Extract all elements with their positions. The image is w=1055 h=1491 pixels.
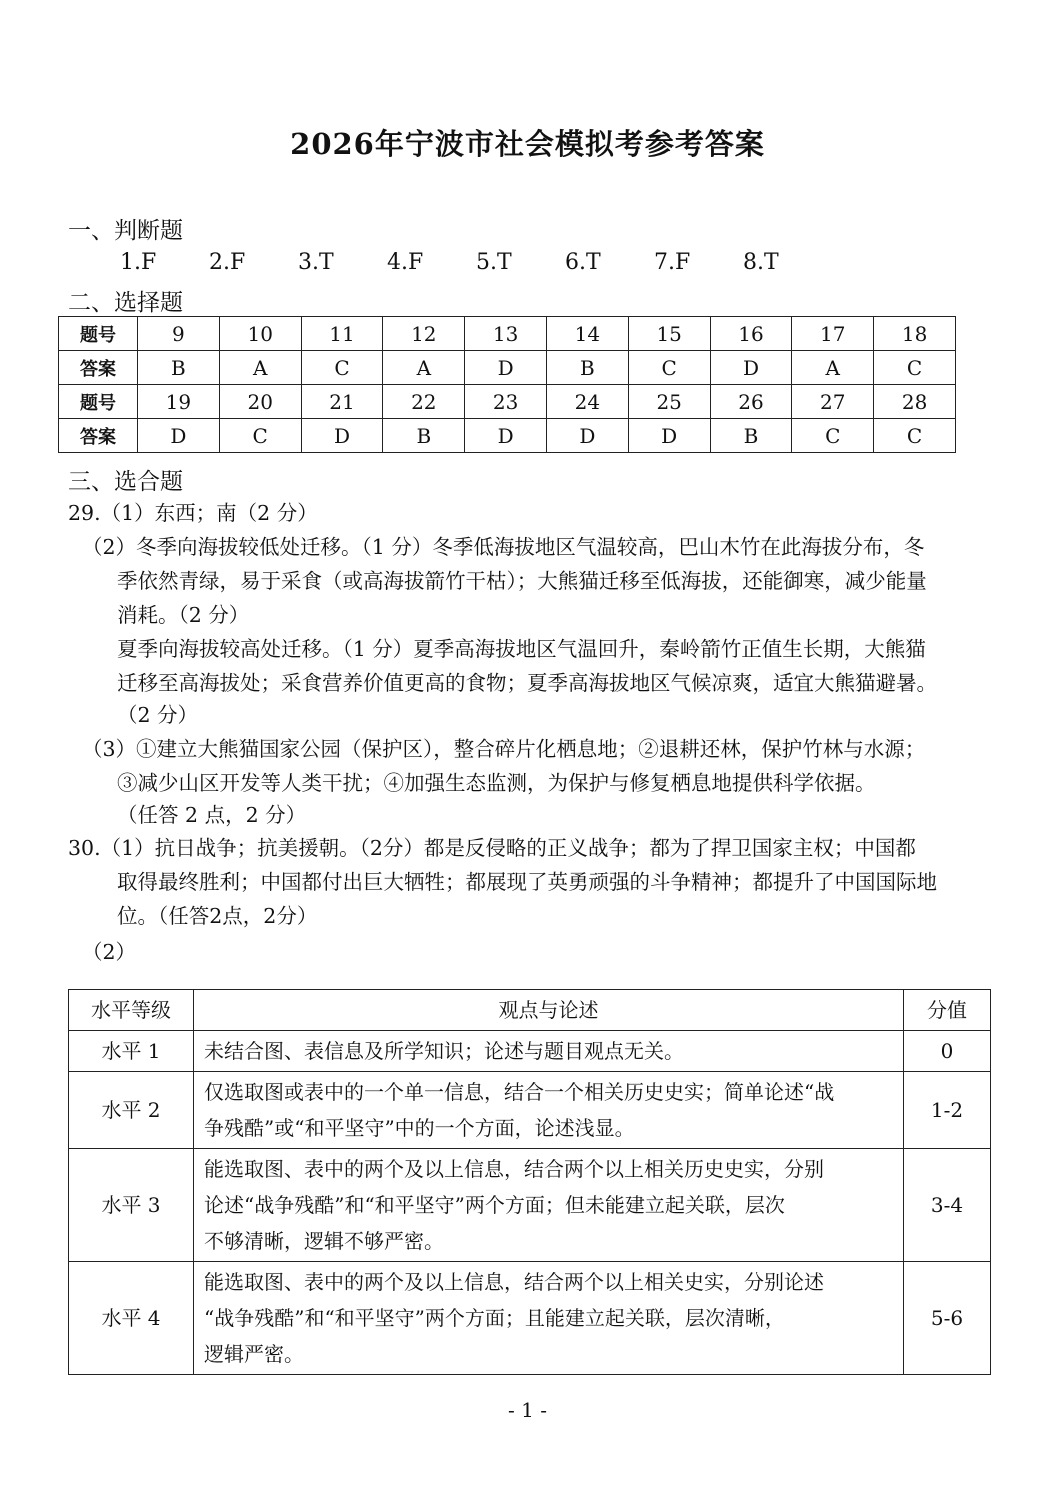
table-row xyxy=(59,419,956,453)
tf-answer: 6.T xyxy=(565,250,601,275)
row-label: 题号 xyxy=(59,317,138,351)
q29-part2-line: 夏季向海拔较高处迁移。（1 分）夏季高海拔地区气温回升，秦岭箭竹正值生长期，大熊猫 xyxy=(117,637,926,661)
q29-part2-line: （2）冬季向海拔较低处迁移。（1 分）冬季低海拔地区气温较高，巴山木竹在此海拔分布，冬 xyxy=(82,535,925,559)
table-row xyxy=(69,1149,991,1262)
description-line: “战争残酷”和“和平坚守”两个方面；且能建立起关联，层次清晰， xyxy=(204,1306,785,1330)
question-number: 13 xyxy=(465,317,547,351)
q29-part3-line: （任答 2 点，2 分） xyxy=(117,803,307,827)
question-number: 19 xyxy=(138,385,220,419)
table-row xyxy=(59,351,956,385)
description-line: 逻辑严密。 xyxy=(204,1342,304,1366)
score-cell: 0 xyxy=(904,1031,991,1072)
q30-part1-line: 取得最终胜利；中国都付出巨大牺牲；都展现了英勇顽强的斗争精神；都提升了中国国际地 xyxy=(117,870,937,894)
scoring-levels-table xyxy=(68,989,991,1375)
section2-heading: 二、选择题 xyxy=(68,290,183,316)
score-cell: 5-6 xyxy=(904,1262,991,1375)
q29-part2-line: 迁移至高海拔处；采食营养价值更高的食物；夏季高海拔地区气候凉爽，适宜大熊猫避暑。 xyxy=(117,671,937,695)
description-line: 仅选取图或表中的一个单一信息，结合一个相关历史史实；简单论述“战 xyxy=(204,1080,835,1104)
table-header-row xyxy=(69,990,991,1031)
answer-cell: C xyxy=(219,419,301,453)
q30-part1-line: 位。（任答2点，2分） xyxy=(117,904,318,928)
question-number: 21 xyxy=(301,385,383,419)
page-title: 2026年宁波市社会模拟考参考答案 xyxy=(290,127,765,161)
answer-cell: D xyxy=(138,419,220,453)
description-cell xyxy=(194,1149,904,1262)
level-cell: 水平 1 xyxy=(69,1031,194,1072)
level-cell: 水平 4 xyxy=(69,1262,194,1375)
answer-cell: B xyxy=(383,419,465,453)
answer-cell: C xyxy=(792,419,874,453)
row-label: 题号 xyxy=(59,385,138,419)
answer-cell: C xyxy=(874,351,956,385)
level-cell: 水平 3 xyxy=(69,1149,194,1262)
answer-cell: A xyxy=(792,351,874,385)
tf-answer: 1.F xyxy=(120,250,157,275)
answer-cell: C xyxy=(628,351,710,385)
answer-cell: B xyxy=(546,351,628,385)
score-cell: 1-2 xyxy=(904,1072,991,1149)
column-header: 分值 xyxy=(904,990,991,1031)
q29-part2-line: 季依然青绿，易于采食（或高海拔箭竹干枯）；大熊猫迁移至低海拔，还能御寒，减少能量 xyxy=(117,569,927,593)
answer-cell: B xyxy=(138,351,220,385)
q30-part2-label: （2） xyxy=(82,940,137,964)
answer-cell: A xyxy=(219,351,301,385)
tf-answer: 4.F xyxy=(387,250,424,275)
description-line: 论述“战争残酷”和“和平坚守”两个方面；但未能建立起关联，层次 xyxy=(204,1193,785,1217)
tf-answer: 7.F xyxy=(654,250,691,275)
question-number: 25 xyxy=(628,385,710,419)
question-number: 24 xyxy=(546,385,628,419)
answer-cell: C xyxy=(874,419,956,453)
question-number: 18 xyxy=(874,317,956,351)
description-line: 未结合图、表信息及所学知识；论述与题目观点无关。 xyxy=(204,1039,684,1063)
q29-part1: 29.（1）东西；南（2 分） xyxy=(68,501,318,525)
question-number: 27 xyxy=(792,385,874,419)
table-row xyxy=(59,317,956,351)
question-number: 14 xyxy=(546,317,628,351)
answer-cell: C xyxy=(301,351,383,385)
page-number: - 1 - xyxy=(508,1398,547,1422)
description-cell xyxy=(194,1262,904,1375)
score-cell: 3-4 xyxy=(904,1149,991,1262)
description-cell xyxy=(194,1031,904,1072)
q30-part1-line: 30.（1）抗日战争；抗美援朝。（2分）都是反侵略的正义战争；都为了捍卫国家主权；中国都 xyxy=(68,836,916,860)
question-number: 23 xyxy=(465,385,547,419)
answer-cell: D xyxy=(465,419,547,453)
question-number: 17 xyxy=(792,317,874,351)
answer-cell: B xyxy=(710,419,792,453)
column-header: 观点与论述 xyxy=(194,990,904,1031)
table-row xyxy=(69,1072,991,1149)
q29-part3-line: ③减少山区开发等人类干扰；④加强生态监测，为保护与修复栖息地提供科学依据。 xyxy=(117,771,876,795)
tf-answer: 5.T xyxy=(476,250,512,275)
tf-answer: 3.T xyxy=(298,250,334,275)
q29-part3-line: （3）①建立大熊猫国家公园（保护区），整合碎片化栖息地；②退耕还林，保护竹林与水源； xyxy=(82,737,926,761)
choice-answer-table xyxy=(58,316,956,453)
answer-cell: D xyxy=(465,351,547,385)
question-number: 16 xyxy=(710,317,792,351)
description-line: 不够清晰，逻辑不够严密。 xyxy=(204,1229,444,1253)
column-header: 水平等级 xyxy=(69,990,194,1031)
q29-part2-line: （2 分） xyxy=(117,703,199,727)
question-number: 12 xyxy=(383,317,465,351)
question-number: 15 xyxy=(628,317,710,351)
question-number: 9 xyxy=(138,317,220,351)
description-line: 能选取图、表中的两个及以上信息，结合两个以上相关史实，分别论述 xyxy=(204,1270,824,1294)
row-label: 答案 xyxy=(59,419,138,453)
answer-cell: D xyxy=(628,419,710,453)
table-row xyxy=(59,385,956,419)
question-number: 11 xyxy=(301,317,383,351)
question-number: 22 xyxy=(383,385,465,419)
section1-heading: 一、判断题 xyxy=(68,218,183,244)
tf-answer: 2.F xyxy=(209,250,246,275)
answer-cell: D xyxy=(710,351,792,385)
table-row xyxy=(69,1031,991,1072)
question-number: 26 xyxy=(710,385,792,419)
level-cell: 水平 2 xyxy=(69,1072,194,1149)
answer-cell: D xyxy=(301,419,383,453)
section3-heading: 三、选合题 xyxy=(68,469,183,495)
question-number: 28 xyxy=(874,385,956,419)
row-label: 答案 xyxy=(59,351,138,385)
description-cell xyxy=(194,1072,904,1149)
answer-cell: A xyxy=(383,351,465,385)
description-line: 能选取图、表中的两个及以上信息，结合两个以上相关历史史实，分别 xyxy=(204,1157,824,1181)
question-number: 10 xyxy=(219,317,301,351)
q29-part2-line: 消耗。（2 分） xyxy=(117,603,250,627)
tf-answer: 8.T xyxy=(743,250,779,275)
true-false-answers xyxy=(120,250,832,275)
table-row xyxy=(69,1262,991,1375)
question-number: 20 xyxy=(219,385,301,419)
description-line: 争残酷”或“和平坚守”中的一个方面，论述浅显。 xyxy=(204,1116,635,1140)
answer-cell: D xyxy=(546,419,628,453)
